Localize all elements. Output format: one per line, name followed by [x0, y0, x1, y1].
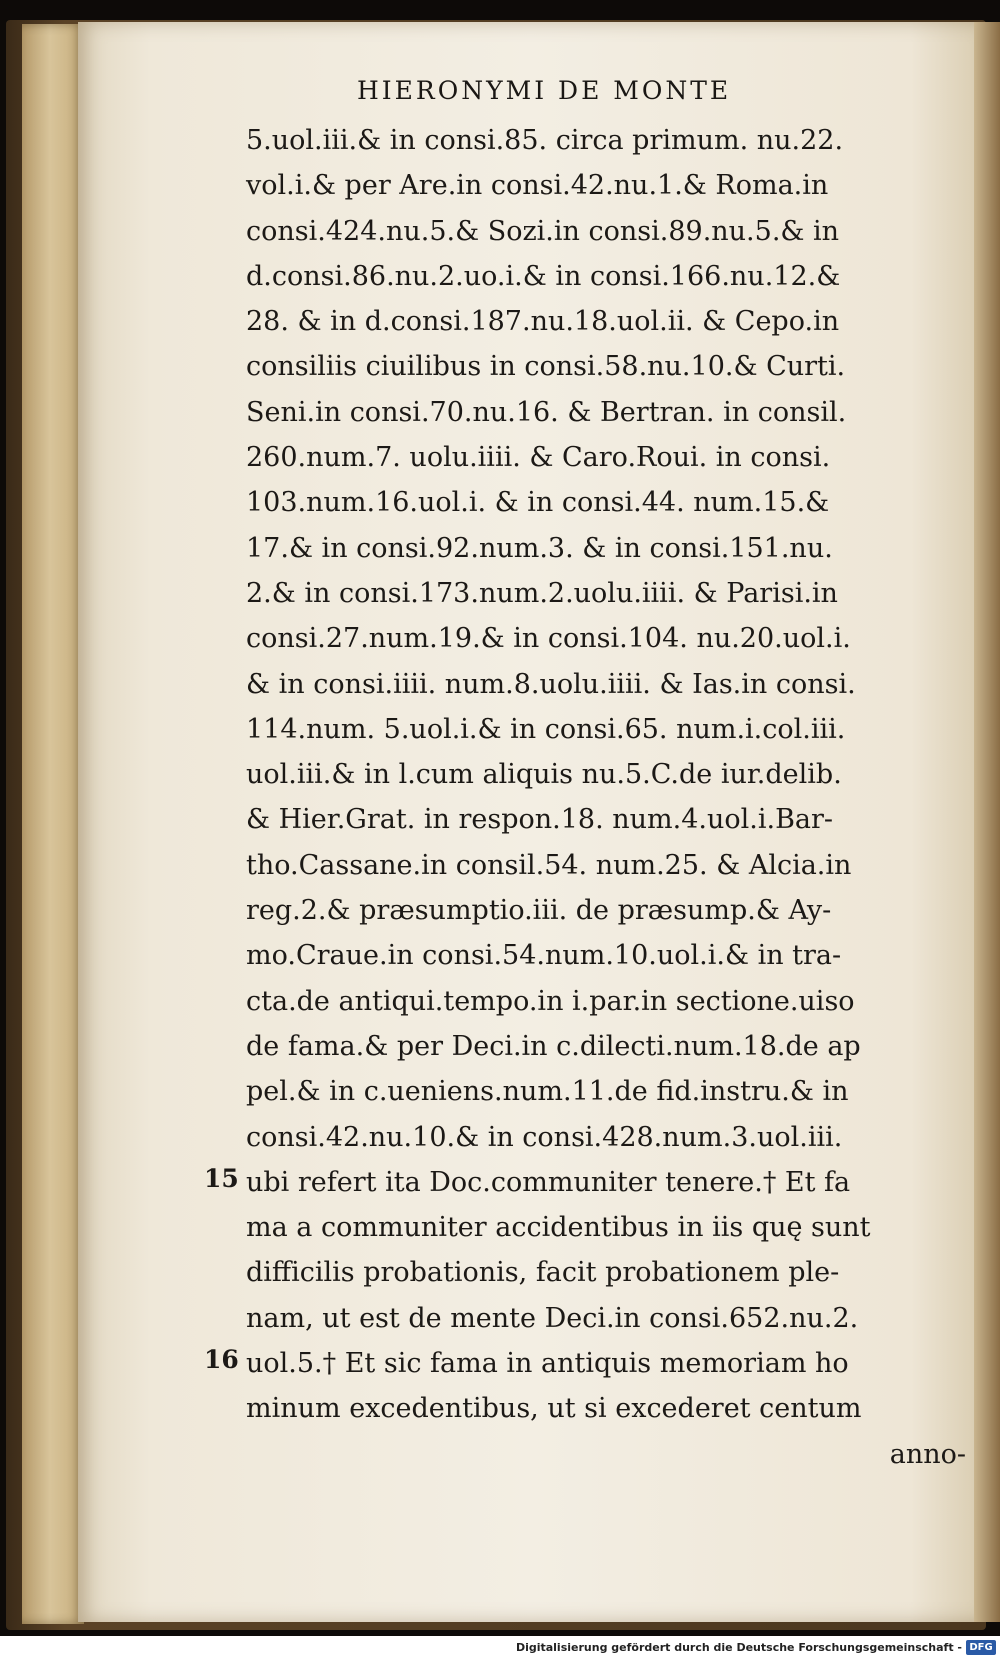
text-line: & in consi.iiii. num.8.uolu.iiii. & Ias.in consi.: [246, 668, 856, 700]
text-line: de fama.& per Deci.in c.dilecti.num.18.de ap: [246, 1030, 861, 1062]
text-line: consi.424.nu.5.& Sozi.in consi.89.nu.5.& in: [246, 215, 840, 247]
text-line: nam, ut est de mente Deci.in consi.652.nu.2.: [246, 1302, 859, 1334]
text-line: 17.& in consi.92.num.3. & in consi.151.nu.: [246, 532, 833, 564]
running-header: HIERONYMI DE MONTE: [357, 76, 732, 105]
dfg-logo: DFG: [966, 1640, 996, 1655]
text-line: uol.5.† Et sic fama in antiquis memoriam ho: [246, 1348, 849, 1380]
text-line: ma a communiter accidentibus in iis quę sunt: [246, 1212, 871, 1244]
text-line: difficilis probationis, facit probationem ple-: [246, 1257, 840, 1289]
text-line: cta.de antiqui.tempo.in i.par.in sectione.uiso: [246, 985, 855, 1017]
text-line: & Hier.Grat. in respon.18. num.4.uol.i.Bar-: [246, 804, 834, 836]
funding-credit: Digitalisierung gefördert durch die Deutsche Forschungsgemeinschaft -: [515, 1641, 962, 1654]
text-line: 28. & in d.consi.187.nu.18.uol.ii. & Cepo.in: [246, 306, 840, 338]
text-line: reg.2.& præsumptio.iii. de præsump.& Ay-: [246, 895, 832, 927]
text-line: d.consi.86.nu.2.uo.i.& in consi.166.nu.12.&: [246, 260, 841, 292]
body-text: [246, 118, 966, 1477]
text-line: 103.num.16.uol.i. & in consi.44. num.15.&: [246, 487, 830, 519]
text-line: 2.& in consi.173.num.2.uolu.iiii. & Parisi.in: [246, 577, 838, 609]
text-line: minum excedentibus, ut si excederet centum: [246, 1393, 862, 1425]
text-line: Seni.in consi.70.nu.16. & Bertran. in consil.: [246, 396, 847, 428]
margin-number: 15: [204, 1163, 239, 1193]
text-line: 5.uol.iii.& in consi.85. circa primum. nu.22.: [246, 125, 844, 156]
text-line: consiliis ciuilibus in consi.58.nu.10.& Curti.: [246, 351, 846, 383]
text-line: anno-: [889, 1438, 966, 1470]
text-line: uol.iii.& in l.cum aliquis nu.5.C.de iur.delib.: [246, 759, 842, 791]
page-right-edge: [974, 22, 1000, 1622]
text-line: consi.42.nu.10.& in consi.428.num.3.uol.iii.: [246, 1121, 843, 1153]
text-line: 260.num.7. uolu.iiii. & Caro.Roui. in consi.: [246, 442, 831, 474]
page-fore-edge: [22, 24, 84, 1624]
text-line: 114.num. 5.uol.i.& in consi.65. num.i.col.iii.: [246, 713, 846, 745]
text-line: vol.i.& per Are.in consi.42.nu.1.& Roma.in: [246, 170, 829, 202]
footer-bar: [0, 1636, 1000, 1661]
text-line: ubi refert ita Doc.communiter tenere.† Et fa: [246, 1166, 851, 1198]
text-line: tho.Cassane.in consil.54. num.25. & Alcia.in: [246, 849, 852, 881]
text-line: consi.27.num.19.& in consi.104. nu.20.uol.i.: [246, 623, 851, 655]
text-line: pel.& in c.ueniens.num.11.de fid.instru.& in: [246, 1076, 849, 1108]
text-line: mo.Craue.in consi.54.num.10.uol.i.& in tra-: [246, 940, 842, 972]
margin-number: 16: [204, 1345, 239, 1375]
